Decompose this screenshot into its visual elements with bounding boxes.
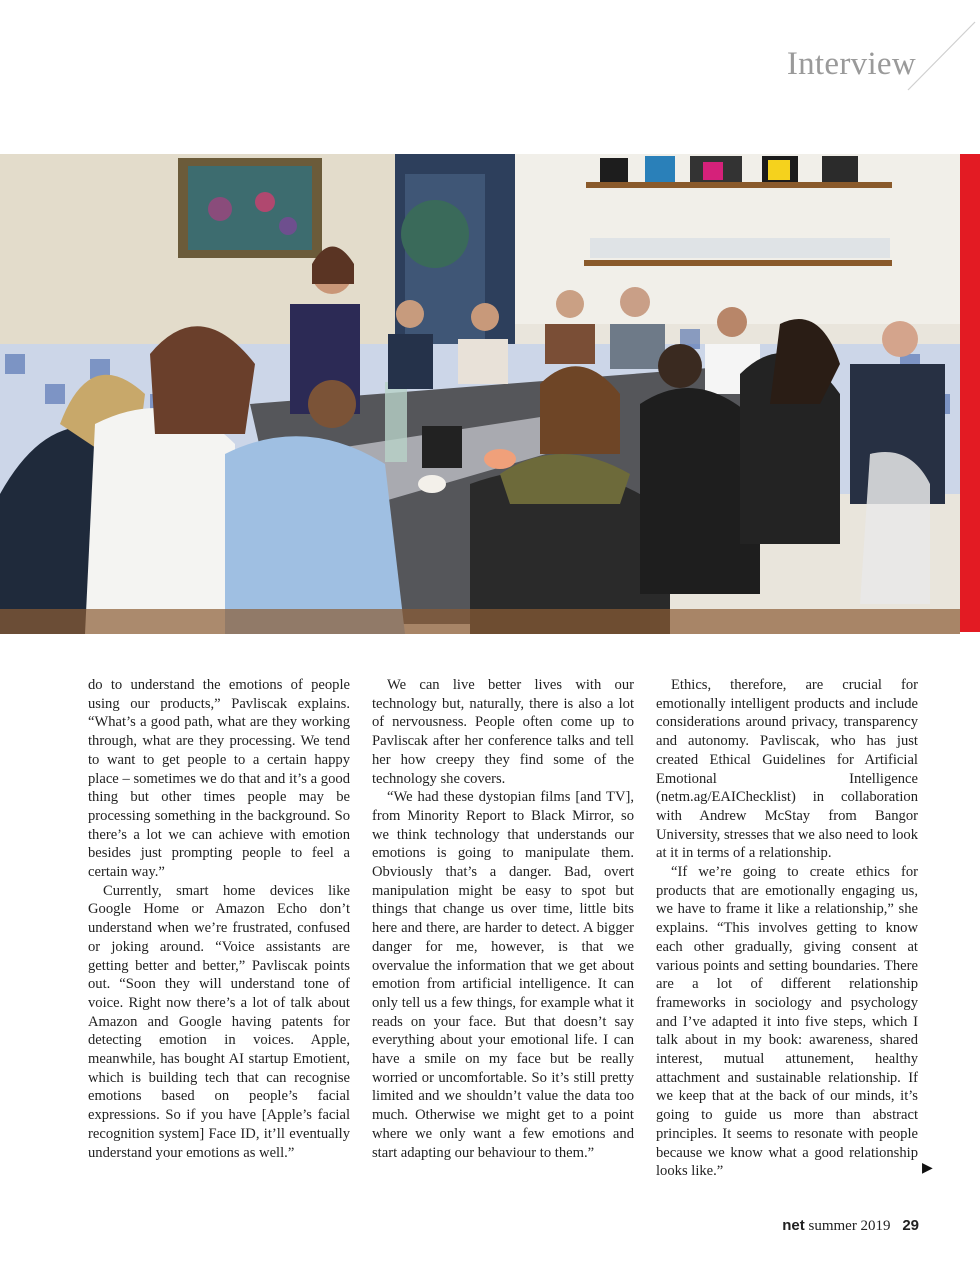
- article-column-3: [656, 676, 918, 1181]
- corner-decoration: [900, 20, 980, 100]
- page-footer: [782, 1217, 919, 1235]
- meeting-photo: [0, 154, 960, 634]
- article-column-2: [372, 676, 634, 1162]
- article-column-1: [88, 676, 350, 1162]
- page-number: 29: [902, 1217, 919, 1234]
- paragraph: Currently, smart home devices like Google Home or Amazon Echo don’t understand when we’re frustrated, confused or joking around. “Voice assistants are getting better and better,” Pavliscak points out. “Soon they will understand tone of voice. Right now there’s a lot of talk about Amazon and Google having patents for detecting emotion in voices. Apple, meanwhile, has bought AI startup Emotient, which is building tech that can recognise emotions based on people’s facial expressions. So if you have [Apple’s facial recognition system] Face ID, it’ll eventually understand your emotions as well.”: [88, 882, 350, 1161]
- paragraph: do to understand the emotions of people using our products,” Pavliscak explains. “What’s a good path, what are they working through, what are they processing. We tend to want to get people to a certain happy place – sometimes we do that and it’s a good thing but other times people may be processing something in the background. So there’s a lot we can achieve with emotion besides just prompting people to feel a certain way.”: [88, 677, 350, 881]
- accent-bar: [960, 154, 980, 632]
- paragraph: “If we’re going to create ethics for products that are emotionally engaging us, we have to frame it like a relationship,” she explains. “This involves getting to know each other gradually, giving consent at various points and setting boundaries. There are a lot of different relationship frameworks in sociology and psychology and I’ve adapted it into five steps, which I talk about in my book: awareness, shared interest, mutual attunement, healthy attachment and sustainable relationship. If we keep that at the back of our minds, it’s going to guide us more than abstract principles. It seems to resonate with people because we know what a good relationship looks like.”: [656, 864, 918, 1180]
- paragraph: “We had these dystopian films [and TV], from Minority Report to Black Mirror, so we think technology that understands our emotions is going to manipulate them. Obviously that’s a danger. Bad, overt manipulation might be easy to spot but things that change us over time, little bits here and there, are harder to detect. A bigger danger for me, however, is that we overvalue the information that we get about emotion from artificial intelligence. It can only tell us a few things, for example what it reads on your face. But that doesn’t say everything about your emotional life. I can have a smile on my face but be really worried or uncomfortable. So it’s still pretty limited and we shouldn’t value the data too much. Otherwise we might get to a point where we only want a few emotions and start adapting our behaviour to them.”: [372, 789, 634, 1161]
- paragraph: We can live better lives with our technology but, naturally, there is also a lot of nervousness. People often come up to Pavliscak after her conference talks and tell her how creepy they find some of the technology she covers.: [372, 677, 634, 787]
- magazine-name: net: [782, 1217, 805, 1234]
- section-label: Interview: [786, 46, 916, 82]
- issue-label: summer 2019: [808, 1218, 891, 1234]
- paragraph: Ethics, therefore, are crucial for emotionally intelligent products and include considerations around privacy, transparency and autonomy. Pavliscak, who has just created Ethical Guidelines for Artificial Emotional Intelligence (netm.ag/EAIChecklist) in collaboration with Andrew McStay from Bangor University, stresses that we also need to look at it in terms of a relationship.: [656, 677, 918, 862]
- continue-arrow-icon: ▶: [922, 1160, 933, 1176]
